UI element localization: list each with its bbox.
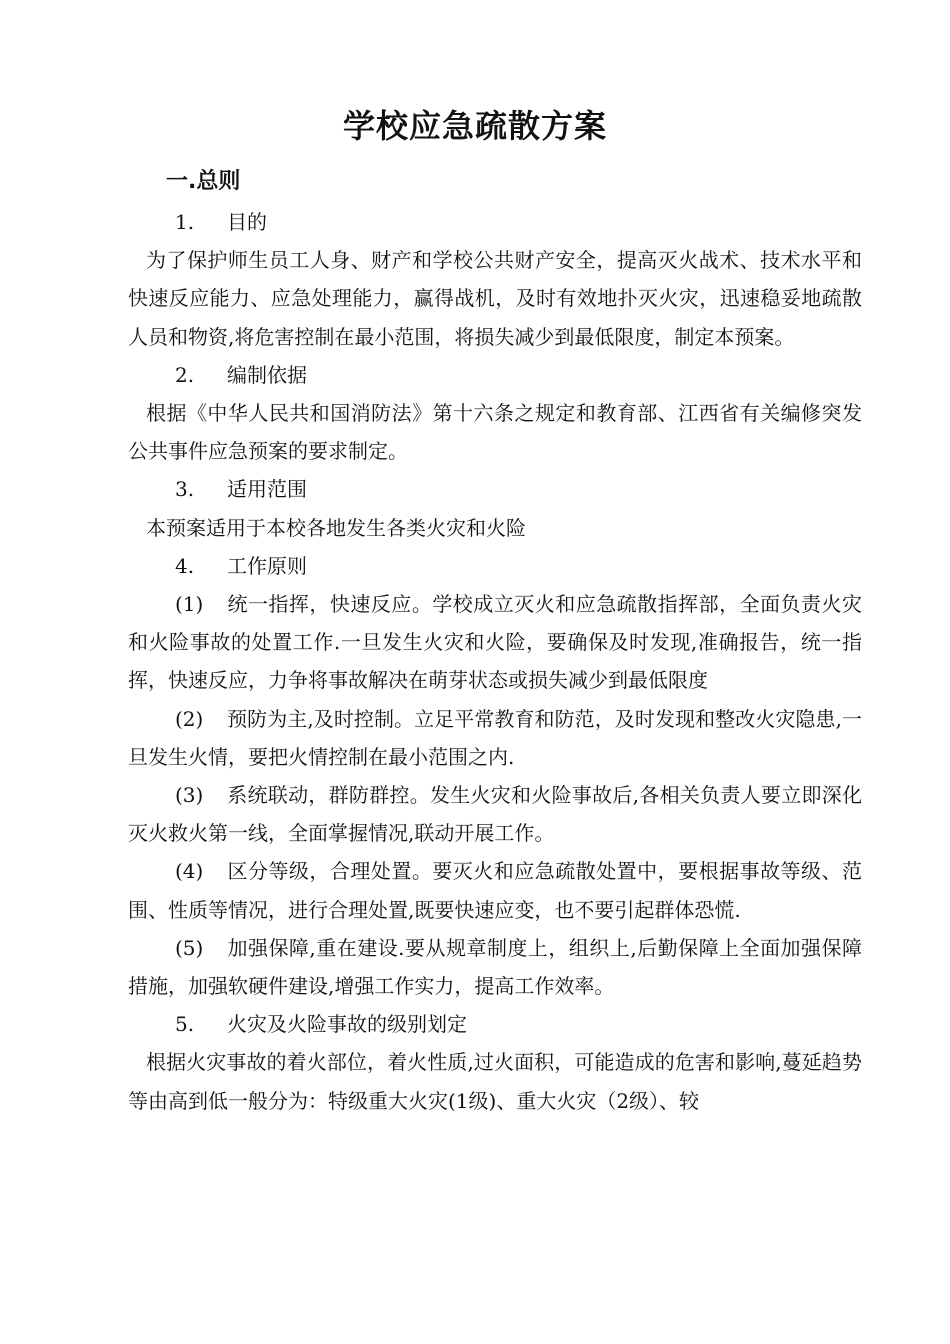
principle-item (128, 852, 862, 928)
document-title: 学校应急疏散方案 (342, 107, 607, 145)
item-title: 编制依据 (227, 362, 307, 387)
document-body (128, 203, 862, 1120)
item-heading-basis (128, 356, 862, 394)
principle-item (128, 776, 862, 852)
paragraph-basis: 根据《中华人民共和国消防法》第十六条之规定和教育部、江西省有关编修突发公共事件应急预案的要求制定。 (128, 401, 862, 464)
item-heading-levels (128, 1005, 862, 1043)
paragraph-scope: 本预案适用于本校各地发生各类火灾和火险 (146, 515, 526, 540)
item-heading-scope (128, 470, 862, 508)
section-heading: 一.总则 (166, 169, 241, 194)
paragraph-purpose: 为了保护师生员工人身、财产和学校公共财产安全，提高灭火战术、技术水平和快速反应能力、应急处理能力，赢得战机，及时有效地扑灭火灾，迅速稳妥地疏散人员和物资,将危害控制在最小范围，将损失减少到最低限度，制定本预案。 (128, 248, 862, 349)
principle-text: 区分等级，合理处置。要灭火和应急疏散处置中，要根据事故等级、范围、性质等情况，进行合理处置,既要快速应变，也不要引起群体恐慌. (128, 859, 862, 922)
principle-item (128, 700, 862, 776)
item-heading-principles (128, 547, 862, 585)
principle-text: 加强保障,重在建设.要从规章制度上，组织上,后勤保障上全面加强保障措施，加强软硬件建设,增强工作实力，提高工作效率。 (128, 935, 862, 999)
item-title: 火灾及火险事故的级别划定 (227, 1012, 467, 1037)
principle-item (128, 585, 862, 700)
item-number: 1. (175, 210, 195, 234)
principle-number: (3) (175, 783, 204, 808)
principle-number: (2) (175, 706, 204, 731)
item-number: 3. (175, 477, 195, 502)
principle-text: 系统联动，群防群控。发生火灾和火险事故后,各相关负责人要立即深化灭火救火第一线，全面掌握情况,联动开展工作。 (128, 783, 862, 846)
item-number: 5. (175, 1012, 195, 1037)
principle-item (128, 929, 862, 1005)
principle-number: (4) (175, 859, 204, 884)
principle-number: (5) (175, 935, 204, 960)
item-number: 2. (175, 362, 195, 387)
principle-text: 统一指挥，快速反应。学校成立灭火和应急疏散指挥部，全面负责火灾和火险事故的处置工作.一旦发生火灾和火险，要确保及时发现,准确报告，统一指挥，快速反应，力争将事故解决在萌芽状态或损失减少到最低限度 (128, 592, 862, 693)
paragraph-levels: 根据火灾事故的着火部位，着火性质,过火面积，可能造成的危害和影响,蔓延趋势等由高到低一般分为：特级重大火灾(1级)、重大火灾（2级）、较 (128, 1050, 862, 1113)
item-title: 适用范围 (227, 477, 307, 502)
item-title: 目的 (227, 210, 267, 234)
principle-number: (1) (175, 592, 204, 617)
principle-text: 预防为主,及时控制。立足平常教育和防范，及时发现和整改火灾隐患,一旦发生火情，要把火情控制在最小范围之内. (128, 706, 862, 769)
item-title: 工作原则 (227, 553, 307, 578)
item-number: 4. (175, 553, 195, 578)
item-heading-purpose (128, 203, 862, 241)
